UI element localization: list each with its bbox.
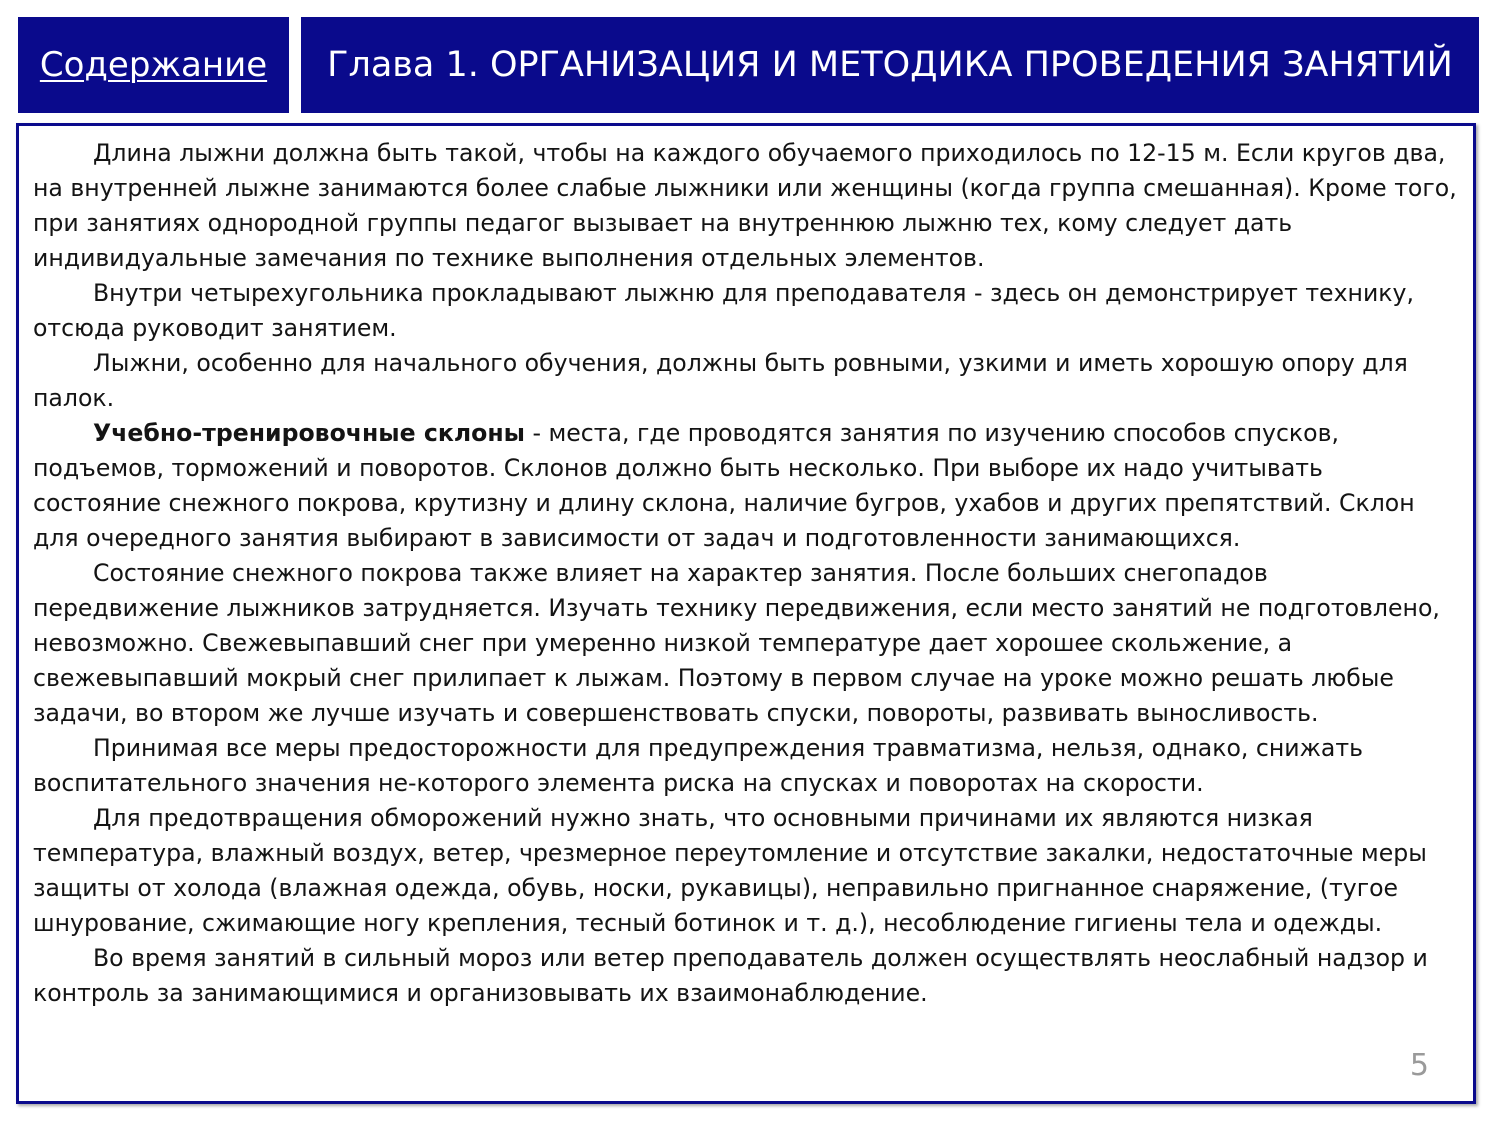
- toc-panel: [18, 17, 289, 113]
- toc-link[interactable]: Содержание: [39, 45, 268, 85]
- content-body: [33, 136, 1458, 1011]
- paragraph: [33, 136, 1458, 276]
- paragraph-text: - места, где проводятся занятия по изучению способов спусков, подъемов, торможений и поворотов. Склонов должно быть несколько. При выборе их надо учитывать состояние снежного покрова, крутизну и длину склона, наличие бугров, ухабов и других препятствий. Склон для очередного занятия выбирают в зависимости от задач и подготовленности занимающихся.: [33, 419, 1415, 552]
- paragraph: [33, 276, 1458, 346]
- paragraph-text: Внутри четырехугольника прокладывают лыжню для преподавателя - здесь он демонстрирует технику, отсюда руководит занятием.: [33, 279, 1415, 342]
- chapter-header: [301, 17, 1479, 113]
- paragraph: [33, 731, 1458, 801]
- paragraph-text: Длина лыжни должна быть такой, чтобы на каждого обучаемого приходилось по 12-15 м. Если кругов два, на внутренней лыжне занимаются более слабые лыжники или женщины (когда группа смешанная). Кроме того, при занятиях однородной группы педагог вызывает на внутреннюю лыжню тех, кому следует дать индивидуальные замечания по технике выполнения отдельных элементов.: [33, 139, 1457, 272]
- paragraph: [33, 556, 1458, 731]
- paragraph: [33, 416, 1458, 556]
- chapter-title: Глава 1. ОРГАНИЗАЦИЯ И МЕТОДИКА ПРОВЕДЕНИЯ ЗАНЯТИЙ: [327, 45, 1453, 85]
- term-heading: Учебно-тренировочные склоны: [93, 419, 525, 447]
- paragraph: [33, 941, 1458, 1011]
- paragraph: [33, 801, 1458, 941]
- paragraph-text: Для предотвращения обморожений нужно знать, что основными причинами их являются низкая температура, влажный воздух, ветер, чрезмерное переутомление и отсутствие закалки, недостаточные меры защиты от холода (влажная одежда, обувь, носки, рукавицы), неправильно пригнанное снаряжение, (тугое шнурование, сжимающие ногу крепления, тесный ботинок и т. д.), несоблюдение гигиены тела и одежды.: [33, 804, 1427, 937]
- paragraph-text: Состояние снежного покрова также влияет на характер занятия. После больших снегопадов передвижение лыжников затрудняется. Изучать технику передвижения, если место занятий не подготовлено, невозможно. Свежевыпавший снег при умеренно низкой температуре дает хорошее скольжение, а свежевыпавший мокрый снег прилипает к лыжам. Поэтому в первом случае на уроке можно решать любые задачи, во втором же лучше изучать и совершенствовать спуски, повороты, развивать выносливость.: [33, 559, 1440, 727]
- content-frame: [16, 123, 1476, 1104]
- paragraph: [33, 346, 1458, 416]
- paragraph-text: Принимая все меры предосторожности для предупреждения травматизма, нельзя, однако, снижать воспитательного значения не-которого элемента риска на спусках и поворотах на скорости.: [33, 734, 1363, 797]
- paragraph-text: Во время занятий в сильный мороз или ветер преподаватель должен осуществлять неослабный надзор и контроль за занимающимися и организовывать их взаимонаблюдение.: [33, 944, 1428, 1007]
- page-number: 5: [1409, 1048, 1429, 1083]
- paragraph-text: Лыжни, особенно для начального обучения, должны быть ровными, узкими и иметь хорошую опору для палок.: [33, 349, 1408, 412]
